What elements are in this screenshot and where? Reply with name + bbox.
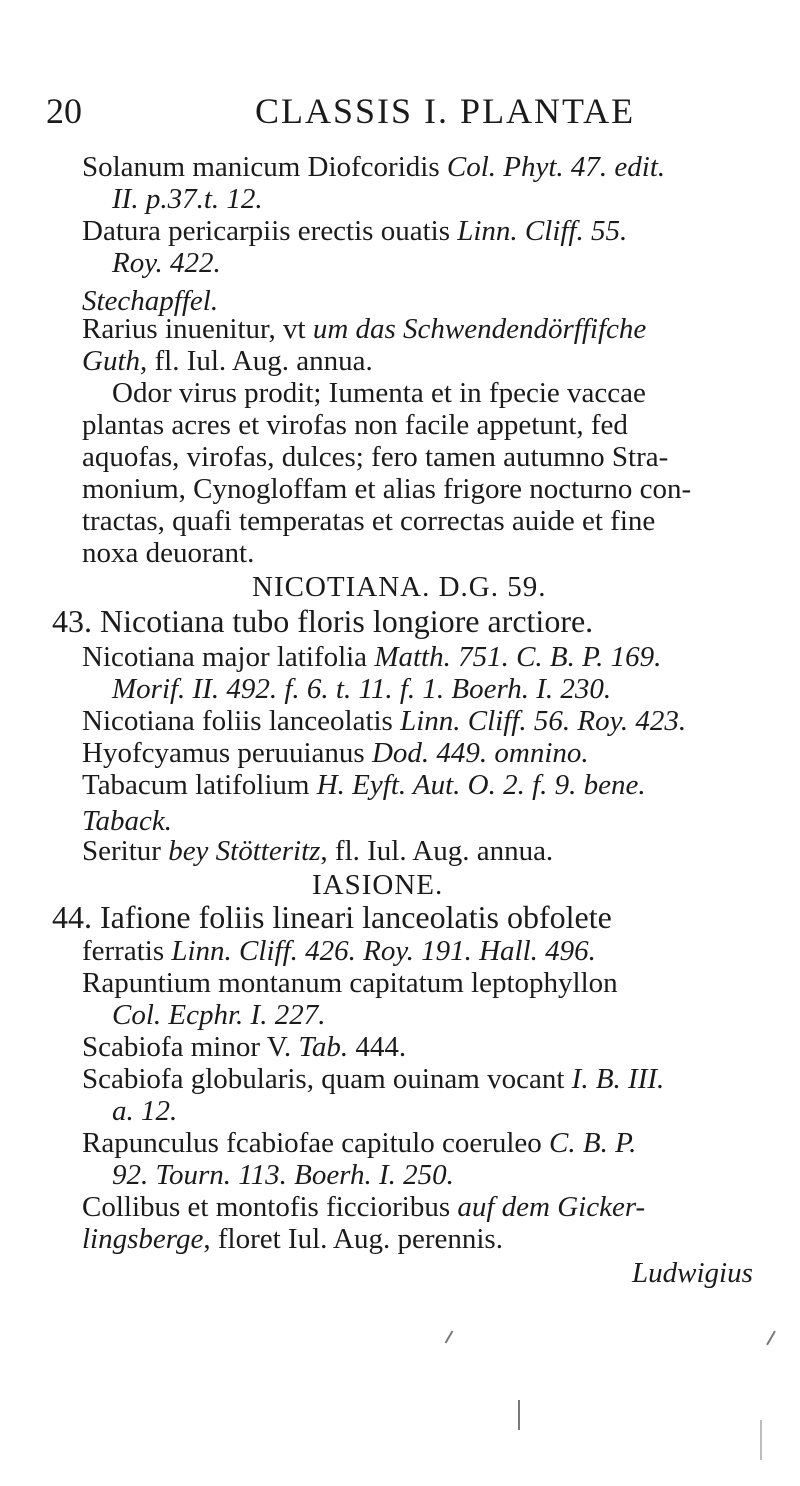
text-line: 92. Tourn. 113. Boerh. I. 250.	[112, 1159, 454, 1191]
text-line: Hyofcyamus peruuianus Dod. 449. omnino.	[82, 737, 589, 769]
text-line: monium, Cynogloffam et alias frigore nocturno con-	[82, 473, 692, 505]
text-line: Tabacum latifolium H. Eyft. Aut. O. 2. f. 9. bene.	[82, 769, 646, 801]
text-line: noxa deuorant.	[82, 537, 255, 569]
text-line: aquofas, virofas, dulces; fero tamen autumno Stra-	[82, 441, 669, 473]
page-number: 20	[46, 91, 82, 131]
text-line: Solanum manicum Diofcoridis Col. Phyt. 47. edit.	[82, 151, 666, 183]
vernacular-name: Stechapffel.	[82, 285, 219, 317]
text-line: plantas acres et virofas non facile appetunt, fed	[82, 409, 628, 441]
text-line: Nicotiana foliis lanceolatis Linn. Cliff. 56. Roy. 423.	[82, 705, 687, 737]
page-header	[0, 88, 800, 138]
paper-speck	[518, 1400, 520, 1430]
species-heading: 44. Iafione foliis lineari lanceolatis obfolete	[52, 899, 612, 935]
paper-speck	[445, 1330, 454, 1343]
text-line: Collibus et montofis ficcioribus auf dem Gicker-	[82, 1191, 646, 1223]
catchword: Ludwigius	[632, 1257, 753, 1289]
text-line: Rapuntium montanum capitatum leptophyllon	[82, 967, 618, 999]
species-heading: 43. Nicotiana tubo floris longiore arctiore.	[52, 603, 594, 639]
text-line: lingsberge, floret Iul. Aug. perennis.	[82, 1223, 503, 1255]
text-line: Odor virus prodit; Iumenta et in fpecie vaccae	[112, 377, 646, 409]
vernacular-name: Taback.	[82, 805, 172, 837]
text-line: Scabiofa minor V. Tab. 444.	[82, 1031, 407, 1063]
paper-speck	[760, 1420, 762, 1460]
running-title: CLASSIS I. PLANTAE	[255, 91, 636, 131]
text-line: Datura pericarpiis erectis ouatis Linn. Cliff. 55.	[82, 215, 628, 247]
text-line: Roy. 422.	[112, 247, 221, 279]
text-line: Nicotiana major latifolia Matth. 751. C. B. P. 169.	[82, 641, 662, 673]
text-line: Scabiofa globularis, quam ouinam vocant I. B. III.	[82, 1063, 665, 1095]
text-line: Morif. II. 492. f. 6. t. 11. f. 1. Boerh. I. 230.	[112, 673, 612, 705]
text-line: tractas, quafi temperatas et correctas auide et fine	[82, 505, 656, 537]
genus-heading: IASIONE.	[312, 869, 444, 901]
text-line: II. p.37.t. 12.	[112, 183, 263, 215]
text-line: Guth, fl. Iul. Aug. annua.	[82, 345, 373, 377]
text-line: ferratis Linn. Cliff. 426. Roy. 191. Hall. 496.	[82, 935, 596, 967]
paper-speck	[766, 1331, 776, 1346]
text-line: Seritur bey Stötteritz, fl. Iul. Aug. annua.	[82, 835, 554, 867]
text-line: Rarius inuenitur, vt um das Schwendendörffifche	[82, 313, 647, 345]
text-line: Col. Ecphr. I. 227.	[112, 999, 326, 1031]
genus-heading: NICOTIANA. D.G. 59.	[252, 571, 547, 603]
text-line: Rapunculus fcabiofae capitulo coeruleo C. B. P.	[82, 1127, 637, 1159]
text-line: a. 12.	[112, 1095, 178, 1127]
